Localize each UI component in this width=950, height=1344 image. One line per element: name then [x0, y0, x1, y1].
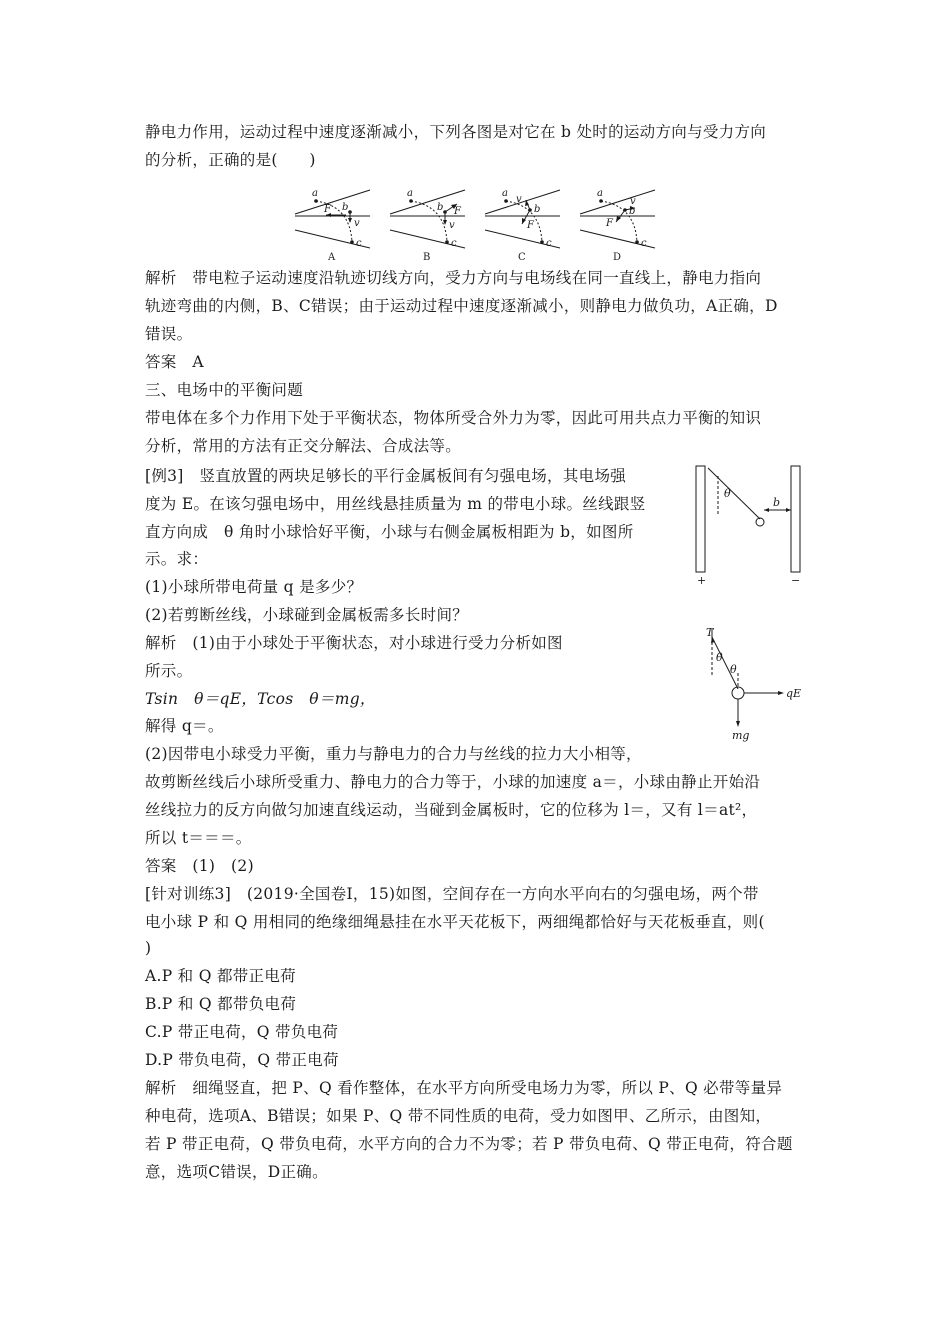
parallel-plates-figure — [688, 462, 806, 586]
distance-b-label: b — [773, 496, 781, 509]
theta-label-2: θ — [730, 663, 737, 676]
option-c: C.P 带正电荷，Q 带负电荷 — [145, 1023, 339, 1041]
label-f: F — [324, 204, 331, 215]
panel-label-a: A — [328, 252, 336, 262]
example-question-2: (2)若剪断丝线，小球碰到金属板需多长时间？ — [145, 606, 469, 624]
label-c: c — [641, 238, 647, 249]
label-v: v — [449, 220, 455, 231]
trajectory-figure — [290, 182, 660, 262]
gravity-label: mg — [732, 729, 750, 742]
label-b: b — [534, 204, 541, 215]
training-line-1: [针对训练3] (2019·全国卷Ⅰ，15)如图，空间存在一方向水平向右的匀强电场，两个带 — [145, 885, 759, 903]
section-heading: 三、电场中的平衡问题 — [145, 381, 304, 399]
theta-label-1: θ — [716, 651, 723, 664]
tension-label: T — [706, 626, 714, 639]
panel-label-c: C — [518, 252, 526, 262]
analysis-line-3: 错误。 — [145, 325, 193, 343]
section-para-1: 带电体在多个力作用下处于平衡状态，物体所受合外力为零，因此可用共点力平衡的知识 — [145, 409, 762, 427]
example-line-2: 度为 E。在该匀强电场中，用丝线悬挂质量为 m 的带电小球。丝线跟竖 — [145, 495, 646, 513]
example-line-3: 直方向成 θ 角时小球恰好平衡，小球与右侧金属板相距为 b，如图所 — [145, 523, 634, 541]
label-b: b — [437, 202, 444, 213]
solution-answer: 答案 (1) (2) — [145, 857, 254, 875]
example-line-4: 示。求： — [145, 550, 209, 568]
force-diagram-figure — [700, 625, 818, 745]
training-line-2: 电小球 P 和 Q 用相同的绝缘细绳悬挂在水平天花板下，两细绳都恰好与天花板垂直，则( — [145, 913, 765, 931]
plus-label: + — [697, 574, 707, 586]
solution-line-5: (2)因带电小球受力平衡，重力与静电力的合力与丝线的拉力大小相等， — [145, 745, 642, 763]
label-c: c — [451, 238, 457, 249]
label-f: F — [527, 220, 534, 231]
label-a: a — [502, 188, 508, 199]
solution-line-6: 故剪断丝线后小球所受重力、静电力的合力等于，小球的加速度 a＝，小球由静止开始沿 — [145, 773, 761, 791]
label-v: v — [630, 196, 636, 207]
minus-label: − — [791, 574, 801, 586]
training-analysis-2: 种电荷，选项A、B错误；如果 P、Q 带不同性质的电荷，受力如图甲、乙所示，由图知， — [145, 1107, 772, 1125]
solution-line-2: 所示。 — [145, 662, 193, 680]
option-d: D.P 带负电荷，Q 带正电荷 — [145, 1051, 339, 1069]
training-analysis-4: 意，选项C错误，D正确。 — [145, 1163, 328, 1181]
electric-force-label: qE — [786, 687, 802, 700]
answer-line: 答案 A — [145, 353, 204, 371]
label-v: v — [354, 218, 360, 229]
intro-line-1: 静电力作用，运动过程中速度逐渐减小，下列各图是对它在 b 处时的运动方向与受力方向 — [145, 123, 767, 141]
training-analysis-1: 解析 细绳竖直，把 P、Q 看作整体，在水平方向所受电场力为零，所以 P、Q 必带等量异 — [145, 1079, 783, 1097]
section-para-2: 分析，常用的方法有正交分解法、合成法等。 — [145, 437, 462, 455]
label-c: c — [356, 238, 362, 249]
training-line-3: ) — [145, 939, 152, 957]
label-b: b — [342, 202, 349, 213]
solution-line-3: Tsin θ＝qE，Tcos θ＝mg， — [145, 690, 376, 708]
label-f: F — [606, 218, 613, 229]
label-a: a — [597, 188, 603, 199]
example-line-1: [例3] 竖直放置的两块足够长的平行金属板间有匀强电场，其电场强 — [145, 467, 627, 485]
analysis-line-2: 轨迹弯曲的内侧，B、C错误；由于运动过程中速度逐渐减小，则静电力做负功，A正确，D — [145, 297, 778, 315]
theta-label: θ — [724, 487, 731, 500]
analysis-line-1: 解析 带电粒子运动速度沿轨迹切线方向，受力方向与电场线在同一直线上，静电力指向 — [145, 269, 762, 287]
label-v: v — [516, 194, 522, 205]
training-analysis-3: 若 P 带正电荷，Q 带负电荷，水平方向的合力不为零；若 P 带负电荷、Q 带正电荷，符合题 — [145, 1135, 793, 1153]
label-a: a — [312, 188, 318, 199]
intro-line-2: 的分析，正确的是( ) — [145, 151, 316, 169]
label-a: a — [407, 188, 413, 199]
solution-line-8: 所以 t＝＝＝。 — [145, 829, 252, 847]
label-b: b — [629, 206, 636, 217]
label-f: F — [454, 206, 461, 217]
solution-line-7: 丝线拉力的反方向做匀加速直线运动，当碰到金属板时，它的位移为 l＝，又有 l＝at²， — [145, 801, 758, 819]
option-b: B.P 和 Q 都带负电荷 — [145, 995, 297, 1013]
label-c: c — [546, 238, 552, 249]
panel-label-d: D — [613, 252, 622, 262]
solution-line-4: 解得 q＝。 — [145, 717, 224, 735]
option-a: A.P 和 Q 都带正电荷 — [145, 967, 296, 985]
solution-line-1: 解析 (1)由于小球处于平衡状态，对小球进行受力分析如图 — [145, 634, 563, 652]
example-question-1: (1)小球所带电荷量 q 是多少？ — [145, 578, 363, 596]
panel-label-b: B — [423, 252, 431, 262]
